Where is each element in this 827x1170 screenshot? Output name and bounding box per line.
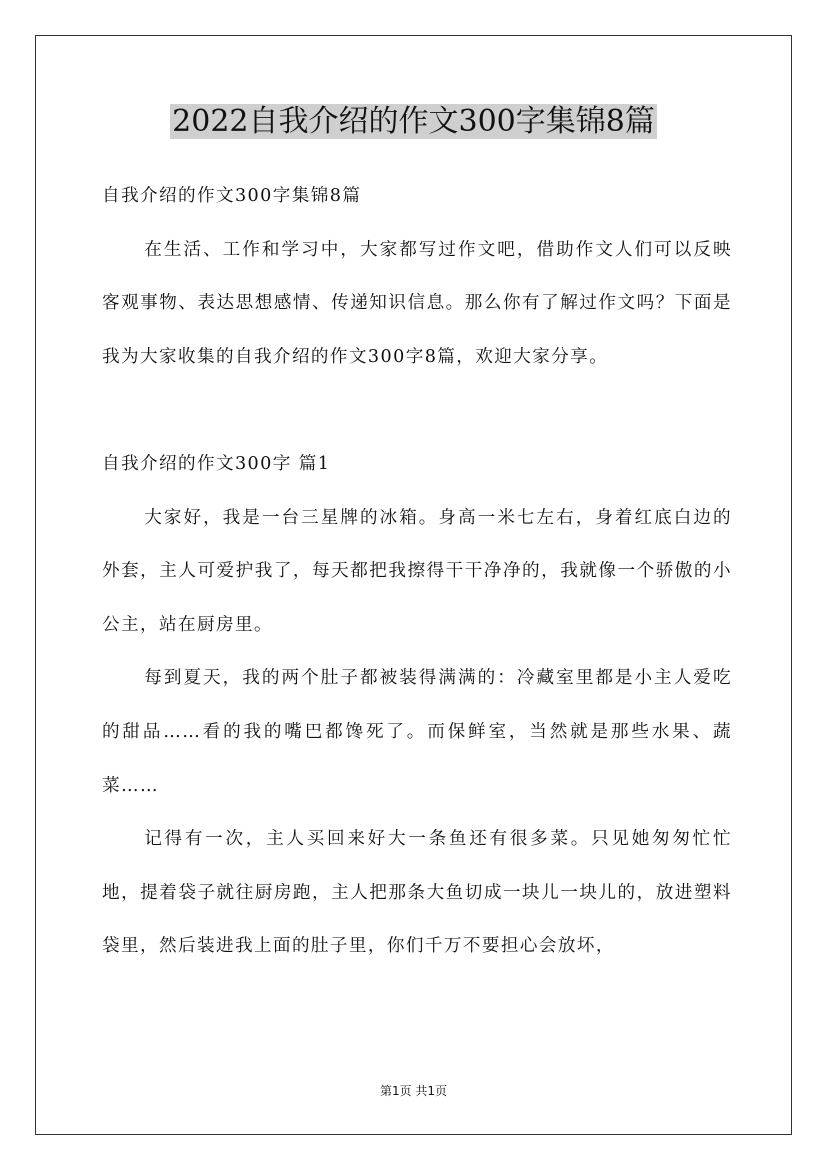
document-body [102,170,732,974]
document-subtitle: 自我介绍的作文300字集锦8篇 [102,186,362,206]
blank-line [102,384,732,438]
section-heading: 自我介绍的作文300字 篇1 [102,453,331,474]
body-paragraph-2: 每到夏天，我的两个肚子都被装得满满的：冷藏室里都是小主人爱吃的甜品……看的我的嘴巴都馋死了。而保鲜室，当然就是那些水果、蔬菜…… [102,668,732,796]
document-title-text: 2022自我介绍的作文300字集锦8篇 [172,104,655,139]
document-title [0,98,827,146]
body-paragraph-1: 大家好，我是一台三星牌的冰箱。身高一米七左右，身着红底白边的外套，主人可爱护我了，每天都把我擦得干干净净的，我就像一个骄傲的小公主，站在厨房里。 [102,507,732,635]
page-footer: 第1页 共1页 [379,1084,448,1098]
body-paragraph-3: 记得有一次，主人买回来好大一条鱼还有很多菜。只见她匆匆忙忙地，提着袋子就往厨房跑，主人把那条大鱼切成一块儿一块儿的，放进塑料袋里，然后装进我上面的肚子里，你们千万不要担心会放坏， [102,829,732,957]
intro-paragraph: 在生活、工作和学习中，大家都写过作文吧，借助作文人们可以反映客观事物、表达思想感情、传递知识信息。那么你有了解过作文吗？下面是我为大家收集的自我介绍的作文300字8篇，欢迎大家分享。 [102,239,732,367]
